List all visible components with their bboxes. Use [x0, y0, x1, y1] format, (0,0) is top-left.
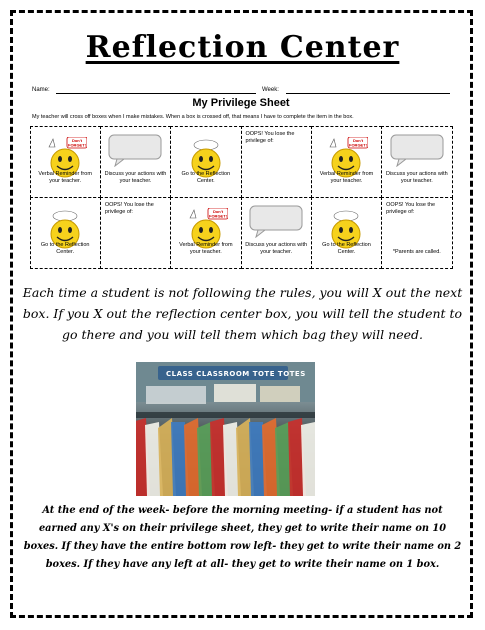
- end-of-week-paragraph: At the end of the week- before the morning meeting- if a student has not earned any X's on their privilege sheet, they get to write their name on 10 boxes. If they have the entire bottom row left- they get to write their name on 2 boxes. If they have any left at all- they get to write their name on 1 box.: [23, 505, 462, 570]
- privilege-box: [241, 126, 312, 198]
- box-caption: Discuss your actions with your teacher.: [245, 241, 308, 255]
- box-caption: Go to the Reflection Center.: [181, 170, 231, 184]
- privilege-box: [311, 126, 382, 198]
- sheet-heading: My Privilege Sheet: [192, 97, 290, 109]
- speech-bubble-icon: [248, 204, 304, 238]
- privilege-box: [100, 197, 171, 269]
- privilege-box: [381, 126, 452, 198]
- privilege-box: [241, 197, 312, 269]
- name-line: [56, 93, 256, 94]
- svg-text:FORGET!: FORGET!: [208, 213, 227, 218]
- instructions-paragraph: Each time a student is not following the rules, you will X out the next box. If you X out the reflection center box, you will tell the student to go there and you will tell them which bag they will need.: [22, 285, 463, 342]
- privilege-box: [30, 197, 101, 269]
- week-label: Week:: [262, 87, 279, 93]
- speech-bubble-icon: [107, 133, 163, 167]
- box-caption: Go to the Reflection Center.: [40, 241, 90, 255]
- box-caption: Verbal Reminder from your teacher.: [179, 241, 233, 255]
- oops-text: OOPS! You lose the privilege of:: [245, 130, 295, 144]
- privilege-box: [170, 197, 241, 269]
- privilege-box: [170, 126, 241, 198]
- box-caption: Discuss your actions with your teacher.: [104, 170, 167, 184]
- privilege-box: [381, 197, 452, 269]
- svg-text:FORGET!: FORGET!: [349, 142, 368, 147]
- box-caption: *Parents are called.: [392, 248, 441, 255]
- bags-illustration: [136, 362, 315, 496]
- privilege-box: [30, 126, 101, 198]
- box-caption: Verbal Reminder from your teacher.: [38, 170, 92, 184]
- page-title: Reflection Center: [85, 30, 400, 65]
- oops-text: OOPS! You lose the privilege of:: [104, 201, 154, 215]
- oops-text: OOPS! You lose the privilege of:: [386, 201, 436, 215]
- svg-text:Don't: Don't: [353, 137, 364, 143]
- classroom-bags-photo: [136, 362, 315, 496]
- box-caption: Go to the Reflection Center.: [322, 241, 371, 255]
- name-label: Name:: [32, 87, 50, 93]
- svg-text:FORGET!: FORGET!: [68, 142, 87, 147]
- privilege-grid: [30, 126, 452, 268]
- sheet-instructions: My teacher will cross off boxes when I make mistakes. When a box is crossed off, that means I have to complete the item in the box.: [32, 114, 354, 120]
- photo-sign-text: CLASS CLASSROOM TOTE TOTES: [166, 370, 306, 378]
- speech-bubble-icon: [389, 133, 445, 167]
- svg-text:Don't: Don't: [212, 208, 223, 214]
- box-caption: Discuss your actions with your teacher.: [385, 170, 448, 184]
- sheet-fields: [30, 84, 452, 98]
- box-caption: Verbal Reminder from your teacher.: [319, 170, 374, 184]
- week-line: [286, 93, 450, 94]
- svg-text:Don't: Don't: [72, 137, 83, 143]
- privilege-box: [100, 126, 171, 198]
- privilege-box: [311, 197, 382, 269]
- privilege-sheet: [30, 84, 452, 276]
